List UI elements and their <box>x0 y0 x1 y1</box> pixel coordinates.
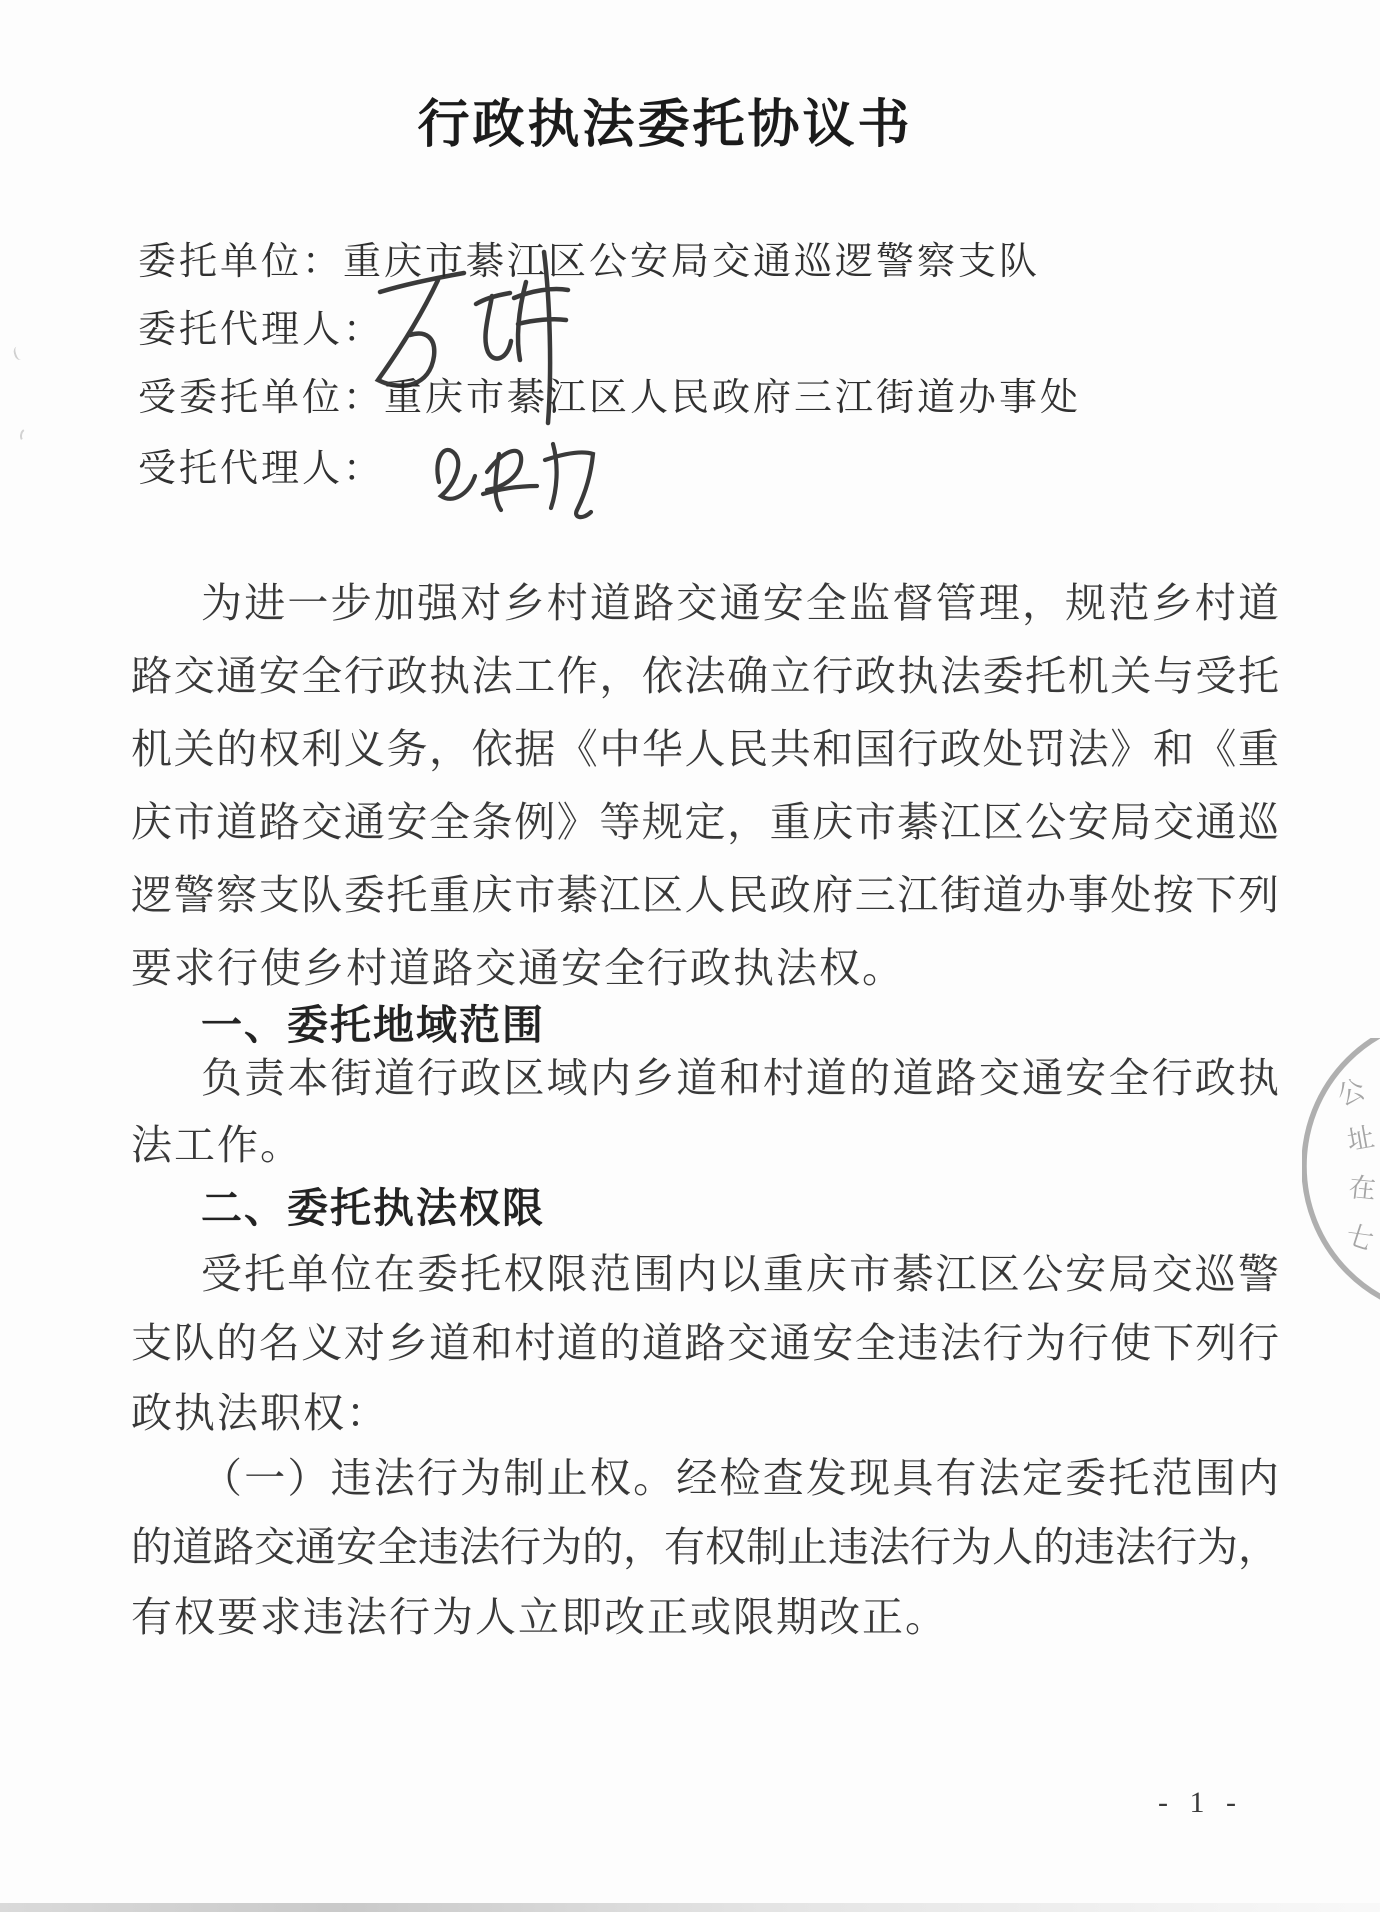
entrusted-unit-label: 受委托单位： <box>138 377 385 419</box>
scan-artifact <box>19 427 35 444</box>
entrusted-unit-value: 重庆市綦江区人民政府三江街道办事处 <box>384 377 1082 419</box>
section2-line: 受托单位在委托权限范围内以重庆市綦江区公安局交巡警 <box>201 1251 1279 1297</box>
entrusting-unit-value: 重庆市綦江区公安局交通巡逻警察支队 <box>343 241 1041 283</box>
entrusted-agent-label: 受托代理人： <box>138 448 385 490</box>
section2-line: 政执法职权： <box>131 1390 389 1436</box>
field-entrusted-unit <box>138 376 1081 420</box>
scan-artifact <box>12 345 27 362</box>
intro-line: 要求行使乡村道路交通安全行政执法权。 <box>131 945 905 991</box>
section1-line: 负责本街道行政区域内乡道和村道的道路交通安全行政执 <box>201 1055 1279 1101</box>
section2-item1-line: 有权要求违法行为人立即改正或限期改正。 <box>131 1594 948 1640</box>
section2-item1-line: （一）违法行为制止权。经检查发现具有法定委托范围内 <box>201 1455 1279 1501</box>
intro-line: 路交通安全行政执法工作，依法确立行政执法委托机关与受托 <box>131 653 1279 699</box>
intro-line: 机关的权利义务，依据《中华人民共和国行政处罚法》和《重 <box>131 726 1279 772</box>
field-entrusted-agent <box>138 447 384 491</box>
seal-text-fragment: 七 <box>1342 1219 1378 1257</box>
section1-line: 法工作。 <box>131 1122 303 1168</box>
entrusted-agent-handwritten-signature <box>425 424 615 524</box>
page-number: - 1 - <box>1158 1786 1243 1819</box>
seal-text-fragment: 公 <box>1333 1073 1370 1112</box>
section2-item1-line: 的道路交通安全违法行为的，有权制止违法行为人的违法行为， <box>131 1524 1279 1570</box>
field-entrusting-agent <box>138 308 384 352</box>
section1-heading: 一、委托地域范围 <box>201 1002 545 1048</box>
section2-line: 支队的名义对乡道和村道的道路交通安全违法行为行使下列行 <box>131 1320 1279 1366</box>
seal-text-fragment: 在 <box>1347 1172 1378 1205</box>
scan-edge-shadow <box>0 1903 1380 1912</box>
entrusting-unit-label: 委托单位： <box>138 241 344 283</box>
entrusting-agent-handwritten-signature <box>368 240 583 426</box>
intro-line: 为进一步加强对乡村道路交通安全监督管理，规范乡村道 <box>201 580 1279 626</box>
entrusting-agent-label: 委托代理人： <box>138 309 385 351</box>
field-entrusting-unit <box>138 240 1040 284</box>
intro-line: 庆市道路交通安全条例》等规定，重庆市綦江区公安局交通巡 <box>131 799 1279 845</box>
seal-text-fragment: 址 <box>1344 1121 1377 1156</box>
partial-seal-stamp <box>1302 1038 1380 1318</box>
intro-line: 逻警察支队委托重庆市綦江区人民政府三江街道办事处按下列 <box>131 872 1279 918</box>
section2-heading: 二、委托执法权限 <box>201 1185 545 1231</box>
document-title: 行政执法委托协议书 <box>417 97 913 154</box>
